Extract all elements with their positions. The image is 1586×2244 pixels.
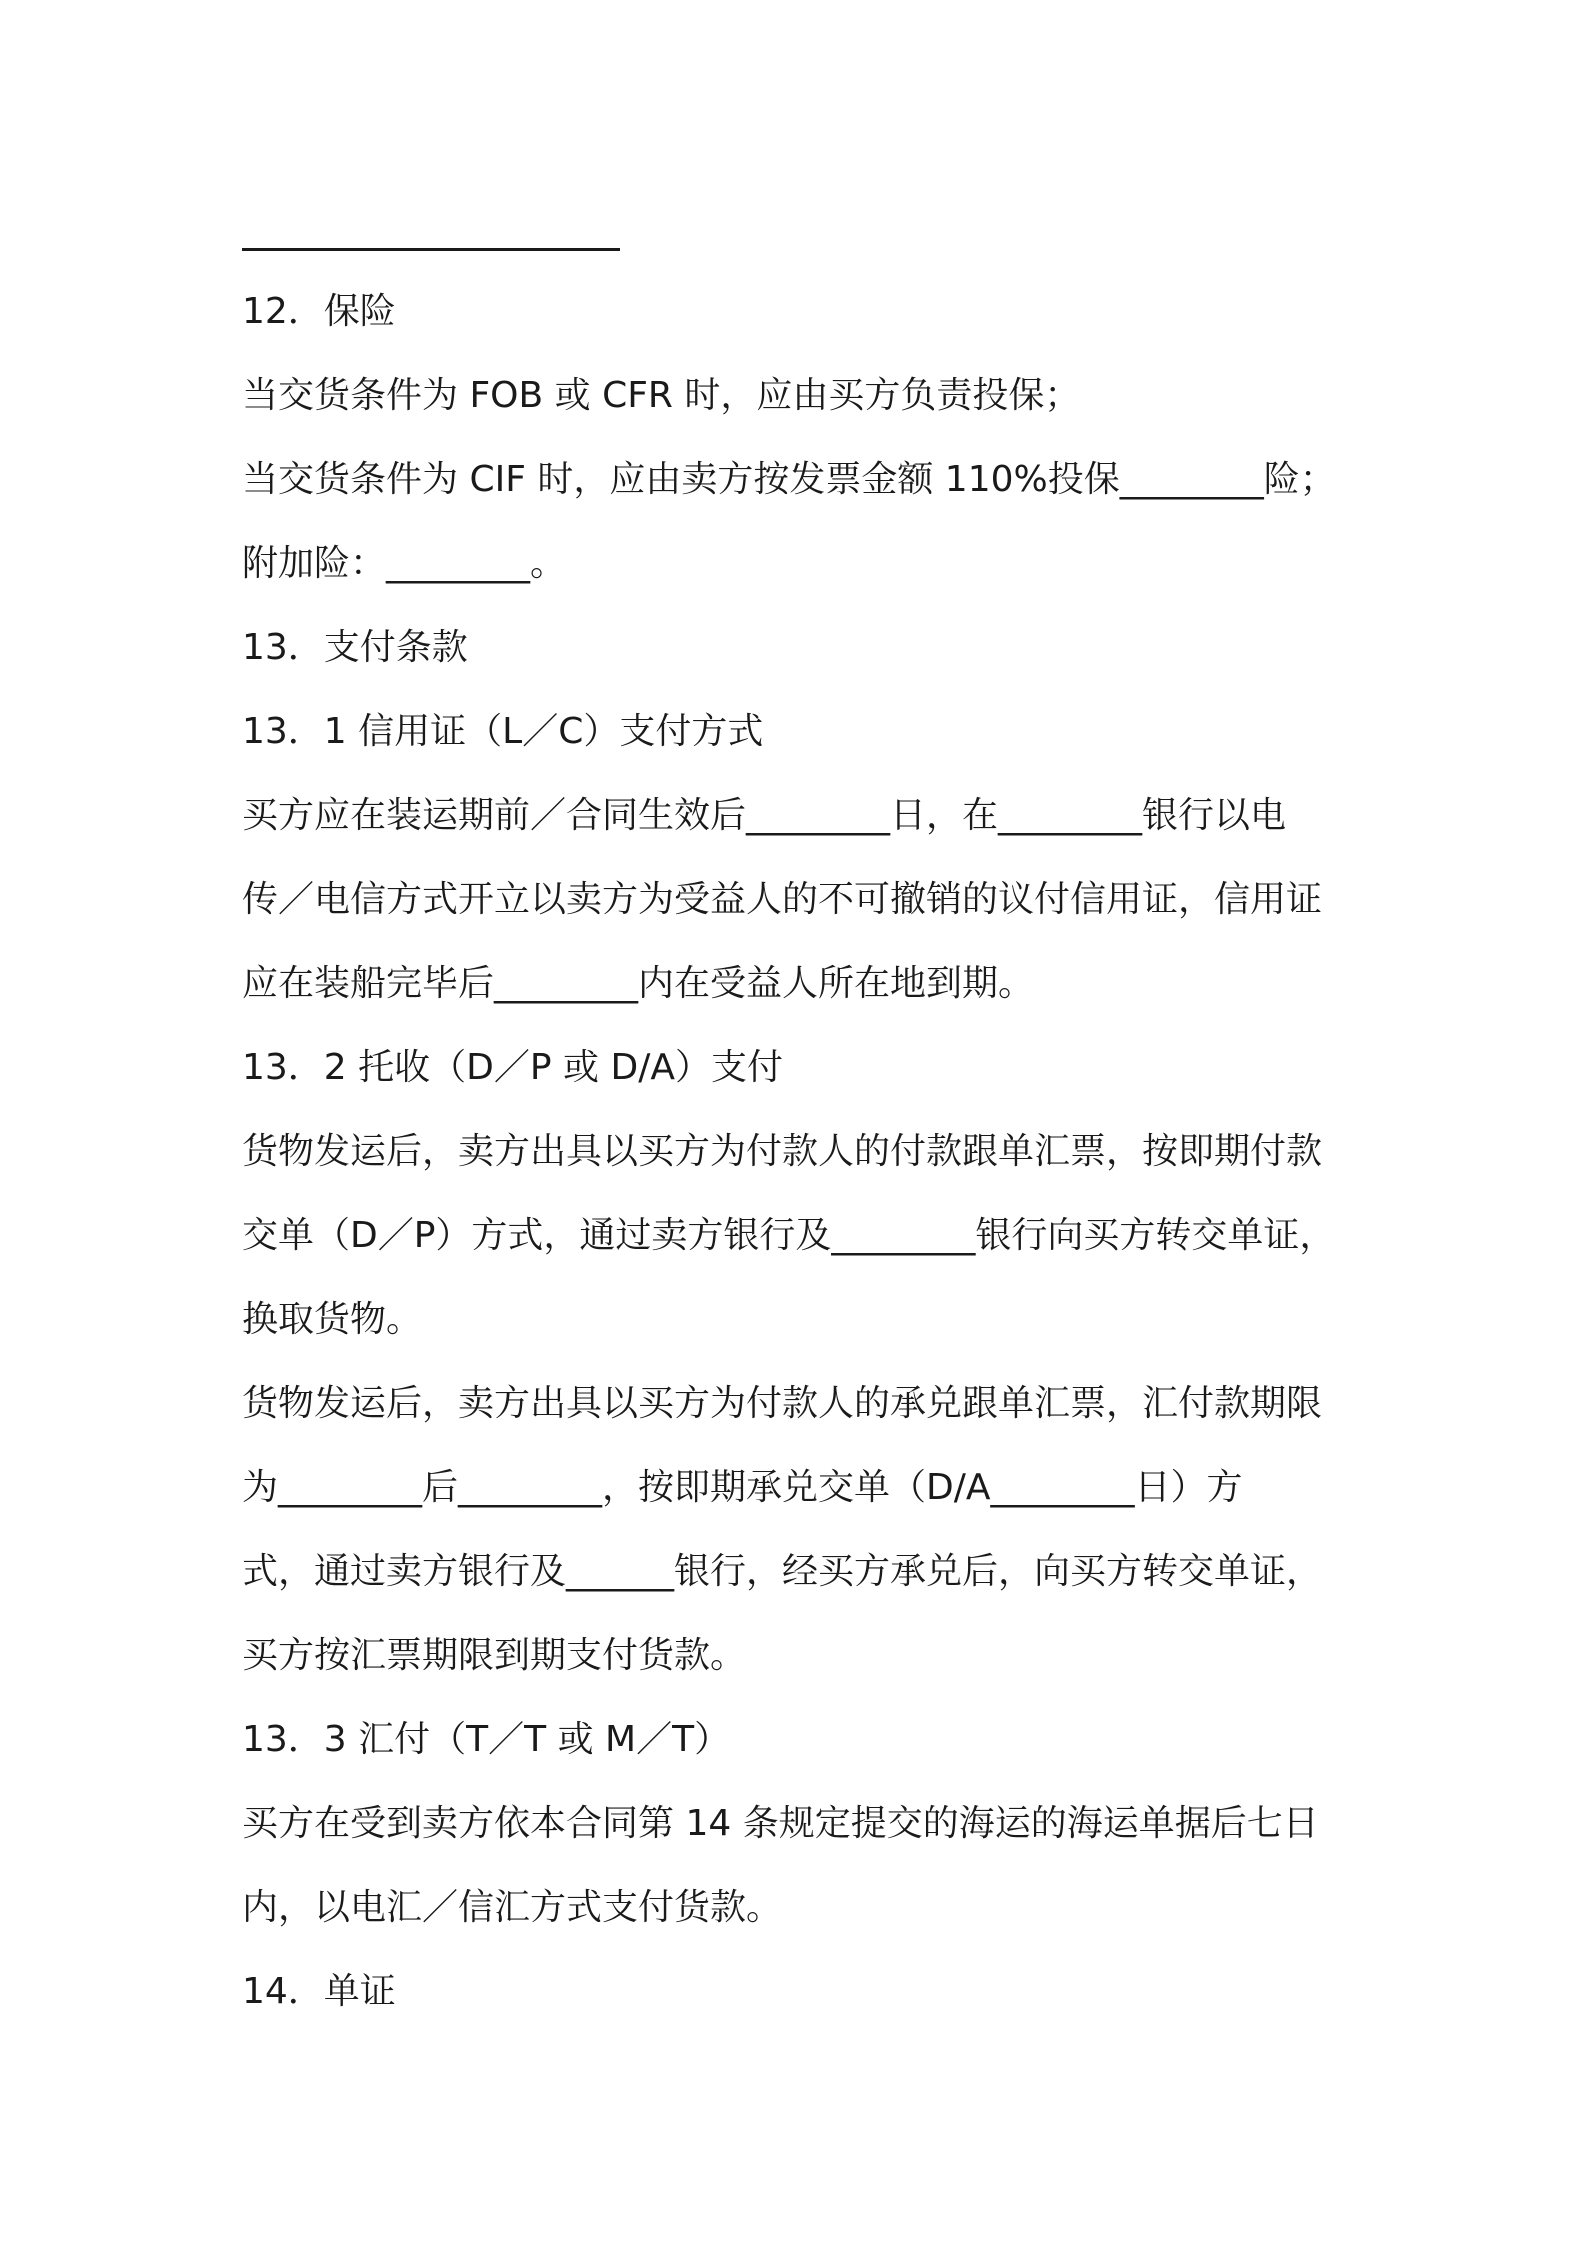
paragraph-line: 买方在受到卖方依本合同第 14 条规定提交的海运的海运单据后七日 <box>242 1803 1319 1844</box>
paragraph-line: 附加险：________。 <box>242 543 567 584</box>
paragraph-line: 货物发运后，卖方出具以买方为付款人的承兑跟单汇票，汇付款期限 <box>242 1383 1323 1424</box>
paragraph-line: 换取货物。 <box>242 1299 423 1340</box>
section-13-heading: 13．支付条款 <box>242 627 468 668</box>
paragraph-line: 买方应在装运期前／合同生效后________日，在________银行以电 <box>242 795 1287 836</box>
paragraph-line: 式，通过卖方银行及______银行，经买方承兑后，向买方转交单证， <box>242 1551 1323 1592</box>
paragraph-line: 货物发运后，卖方出具以买方为付款人的付款跟单汇票，按即期付款 <box>242 1131 1323 1172</box>
top-blank-line <box>242 248 620 251</box>
section-12-heading: 12．保险 <box>242 291 396 332</box>
section-13-1-heading: 13．1 信用证（L／C）支付方式 <box>242 711 764 752</box>
paragraph-line: 买方按汇票期限到期支付货款。 <box>242 1635 747 1676</box>
section-13-2-heading: 13．2 托收（D／P 或 D/A）支付 <box>242 1047 783 1088</box>
paragraph-line: 当交货条件为 FOB 或 CFR 时，应由买方负责投保； <box>242 375 1081 416</box>
paragraph-line: 为________后________，按即期承兑交单（D/A________日）方 <box>242 1467 1243 1508</box>
paragraph-line: 当交货条件为 CIF 时，应由卖方按发票金额 110%投保________险； <box>242 459 1336 500</box>
paragraph-line: 交单（D／P）方式，通过卖方银行及________银行向买方转交单证， <box>242 1215 1336 1256</box>
paragraph-line: 传／电信方式开立以卖方为受益人的不可撤销的议付信用证，信用证 <box>242 879 1323 920</box>
paragraph-line: 内，以电汇／信汇方式支付货款。 <box>242 1887 783 1928</box>
paragraph-line: 应在装船完毕后________内在受益人所在地到期。 <box>242 963 1035 1004</box>
section-13-3-heading: 13．3 汇付（T／T 或 M／T） <box>242 1719 731 1760</box>
section-14-heading: 14．单证 <box>242 1971 396 2012</box>
